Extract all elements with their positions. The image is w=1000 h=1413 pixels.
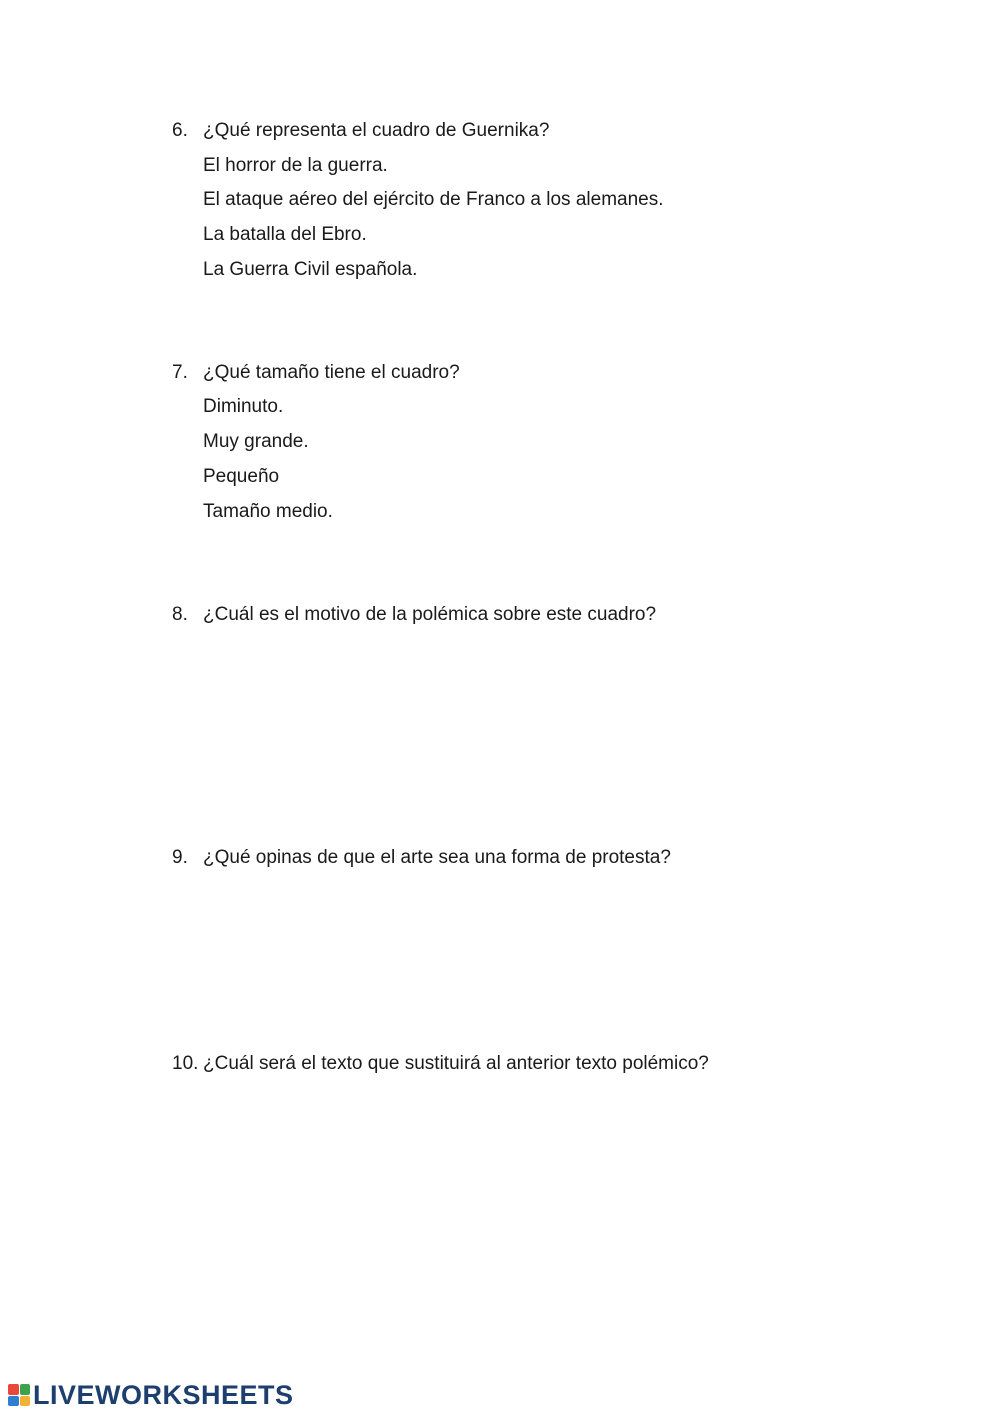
question-number: 10. bbox=[172, 1053, 199, 1074]
answer-option[interactable]: Diminuto. bbox=[203, 396, 284, 417]
logo-mark-tile bbox=[20, 1396, 31, 1407]
question-number: 9. bbox=[172, 847, 188, 868]
logo-mark-tile bbox=[8, 1396, 19, 1407]
question-text: ¿Cuál será el texto que sustituirá al anterior texto polémico? bbox=[203, 1053, 709, 1074]
answer-option[interactable]: Pequeño bbox=[203, 466, 280, 487]
logo-mark-tile bbox=[8, 1384, 19, 1395]
answer-option[interactable]: Muy grande. bbox=[203, 431, 309, 452]
answer-option[interactable]: La Guerra Civil española. bbox=[203, 259, 418, 280]
question-text: ¿Cuál es el motivo de la polémica sobre este cuadro? bbox=[203, 604, 657, 625]
question-number: 8. bbox=[172, 604, 188, 625]
question-text: ¿Qué tamaño tiene el cuadro? bbox=[203, 362, 460, 383]
logo-mark-tile bbox=[20, 1384, 31, 1395]
answer-option[interactable]: La batalla del Ebro. bbox=[203, 224, 367, 245]
liveworksheets-logo bbox=[8, 1380, 294, 1410]
question-text: ¿Qué representa el cuadro de Guernika? bbox=[203, 120, 550, 141]
question-text: ¿Qué opinas de que el arte sea una forma de protesta? bbox=[203, 847, 671, 868]
question-number: 7. bbox=[172, 362, 188, 383]
answer-option[interactable]: El ataque aéreo del ejército de Franco a los alemanes. bbox=[203, 189, 664, 210]
answer-option[interactable]: Tamaño medio. bbox=[203, 501, 333, 522]
answer-option[interactable]: El horror de la guerra. bbox=[203, 155, 388, 176]
logo-mark-icon bbox=[8, 1384, 30, 1406]
question-number: 6. bbox=[172, 120, 188, 141]
logo-text: LIVEWORKSHEETS bbox=[33, 1380, 294, 1410]
